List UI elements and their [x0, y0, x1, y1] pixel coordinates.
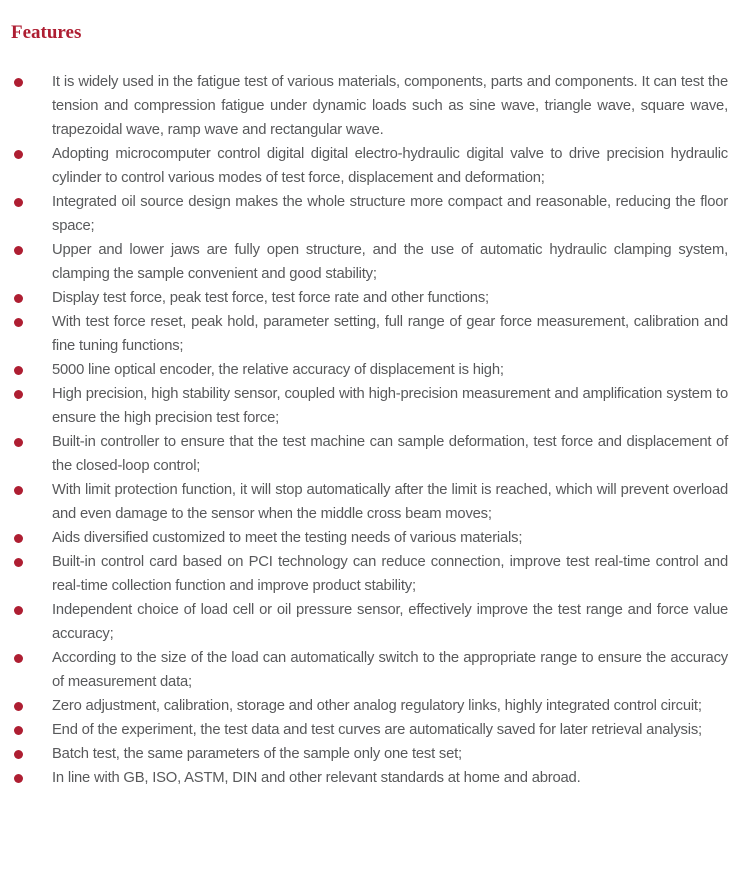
feature-text: High precision, high stability sensor, coupled with high-precision measurement and amplification system to ensure the high precision test force;	[52, 386, 728, 426]
list-item	[11, 694, 728, 718]
bullet-icon	[14, 726, 23, 735]
feature-text: 5000 line optical encoder, the relative accuracy of displacement is high;	[52, 362, 504, 378]
bullet-icon	[14, 486, 23, 495]
feature-text: It is widely used in the fatigue test of various materials, components, parts and components. It can test the tension and compression fatigue under dynamic loads such as sine wave, triangle wave, square wave, trapezoidal wave, ramp wave and rectangular wave.	[52, 74, 728, 138]
list-item	[11, 742, 728, 766]
bullet-icon	[14, 606, 23, 615]
bullet-icon	[14, 78, 23, 87]
bullet-icon	[14, 318, 23, 327]
bullet-icon	[14, 198, 23, 207]
list-item	[11, 598, 728, 646]
feature-text: Zero adjustment, calibration, storage and other analog regulatory links, highly integrated control circuit;	[52, 698, 702, 714]
bullet-icon	[14, 558, 23, 567]
list-item	[11, 646, 728, 694]
bullet-icon	[14, 534, 23, 543]
bullet-icon	[14, 750, 23, 759]
page-title: Features	[11, 22, 82, 43]
feature-text: According to the size of the load can automatically switch to the appropriate range to ensure the accuracy of measurement data;	[52, 650, 728, 690]
list-item	[11, 382, 728, 430]
list-item	[11, 550, 728, 598]
feature-text: Adopting microcomputer control digital digital electro-hydraulic digital valve to drive precision hydraulic cylinder to control various modes of test force, displacement and deformation;	[52, 146, 728, 186]
feature-text: Batch test, the same parameters of the sample only one test set;	[52, 746, 462, 762]
bullet-icon	[14, 654, 23, 663]
list-item	[11, 766, 728, 790]
feature-text: Independent choice of load cell or oil pressure sensor, effectively improve the test range and force value accuracy;	[52, 602, 728, 642]
list-item	[11, 190, 728, 238]
feature-text: Built-in control card based on PCI technology can reduce connection, improve test real-time control and real-time collection function and improve product stability;	[52, 554, 728, 594]
bullet-icon	[14, 702, 23, 711]
feature-text: Upper and lower jaws are fully open structure, and the use of automatic hydraulic clamping system, clamping the sample convenient and good stability;	[52, 242, 728, 282]
bullet-icon	[14, 390, 23, 399]
bullet-icon	[14, 294, 23, 303]
feature-text: End of the experiment, the test data and test curves are automatically saved for later retrieval analysis;	[52, 722, 702, 738]
list-item	[11, 430, 728, 478]
list-item	[11, 70, 728, 142]
list-item	[11, 718, 728, 742]
feature-text: Display test force, peak test force, test force rate and other functions;	[52, 290, 489, 306]
feature-text: Integrated oil source design makes the whole structure more compact and reasonable, reducing the floor space;	[52, 194, 728, 234]
feature-text: With limit protection function, it will stop automatically after the limit is reached, which will prevent overload and even damage to the sensor when the middle cross beam moves;	[52, 482, 728, 522]
feature-text: Aids diversified customized to meet the testing needs of various materials;	[52, 530, 523, 546]
bullet-icon	[14, 366, 23, 375]
bullet-icon	[14, 246, 23, 255]
list-item	[11, 286, 728, 310]
bullet-icon	[14, 774, 23, 783]
list-item	[11, 358, 728, 382]
list-item	[11, 526, 728, 550]
feature-text: With test force reset, peak hold, parameter setting, full range of gear force measurement, calibration and fine tuning functions;	[52, 314, 728, 354]
bullet-icon	[14, 150, 23, 159]
list-item	[11, 238, 728, 286]
list-item	[11, 142, 728, 190]
list-item	[11, 478, 728, 526]
bullet-icon	[14, 438, 23, 447]
list-item	[11, 310, 728, 358]
features-list	[11, 70, 728, 790]
feature-text: In line with GB, ISO, ASTM, DIN and other relevant standards at home and abroad.	[52, 770, 581, 786]
feature-text: Built-in controller to ensure that the test machine can sample deformation, test force and displacement of the closed-loop control;	[52, 434, 728, 474]
